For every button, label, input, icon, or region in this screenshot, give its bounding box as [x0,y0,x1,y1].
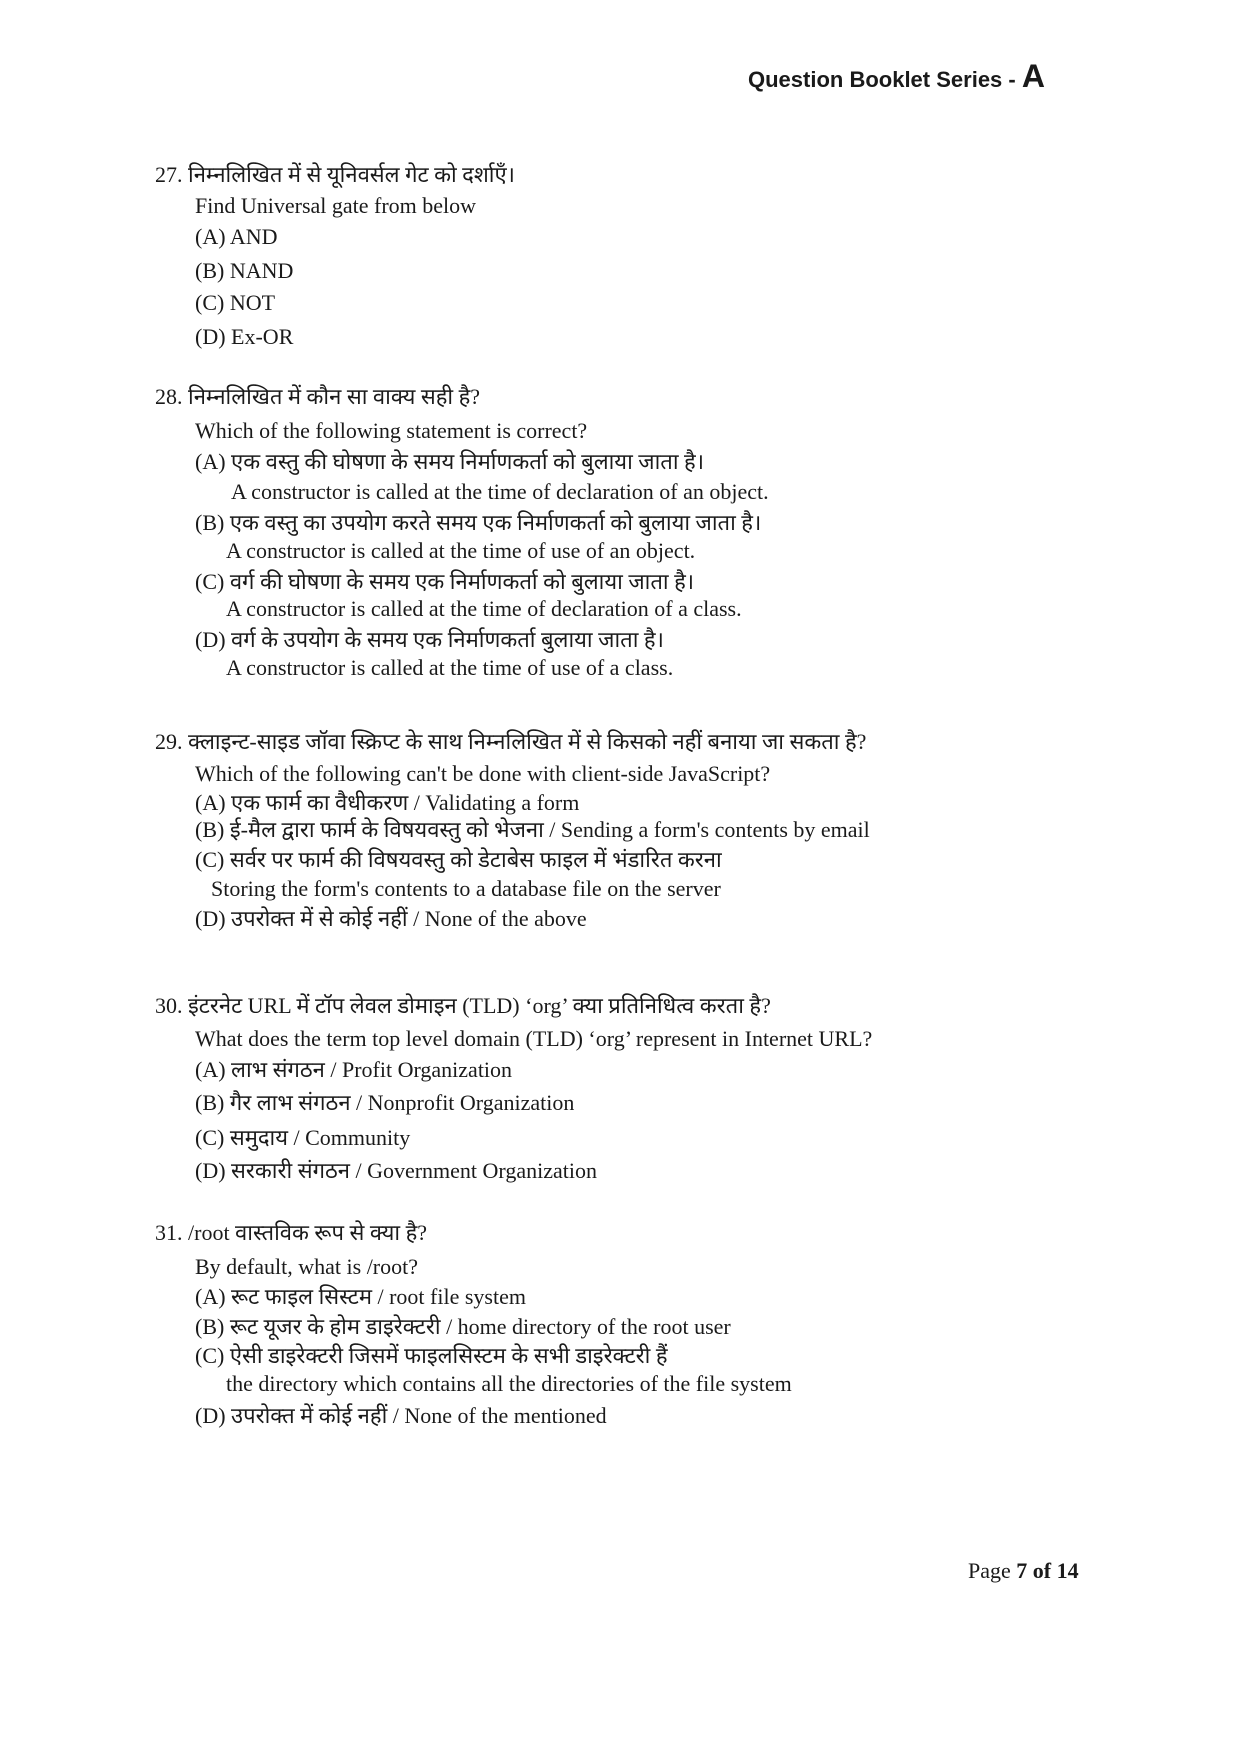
option-c-english: Storing the form's contents to a database file on the server [211,876,721,901]
question-number: 27. [155,162,183,187]
option-b: (B) गैर लाभ संगठन / Nonprofit Organization [195,1090,575,1115]
option-c-hindi: (C) सर्वर पर फार्म की विषयवस्तु को डेटाबेस फाइल में भंडारित करना [195,847,722,872]
option-c: (C) समुदाय / Community [195,1125,411,1150]
option-a-english: A constructor is called at the time of declaration of an object. [231,479,769,504]
option-d-hindi: (D) वर्ग के उपयोग के समय एक निर्माणकर्ता बुलाया जाता है। [195,627,664,652]
question-hindi [155,1218,427,1248]
option-c-english: the directory which contains all the directories of the file system [226,1371,792,1396]
option-c: (C) NOT [195,290,276,315]
page-of: of [1032,1558,1052,1583]
question-number: 28. [155,384,183,409]
question-english: By default, what is /root? [195,1254,419,1279]
header-label: Question Booklet Series - [748,67,1016,92]
question-number: 31. [155,1220,183,1245]
option-b-hindi: (B) एक वस्तु का उपयोग करते समय एक निर्माणकर्ता को बुलाया जाता है। [195,510,762,535]
page-label: Page [968,1558,1011,1583]
option-d-english: A constructor is called at the time of use of a class. [226,655,674,680]
question-hindi-text: /root वास्तविक रूप से क्या है? [188,1220,428,1245]
total-pages: 14 [1056,1558,1079,1583]
question-hindi [155,382,480,412]
option-a-hindi: (A) एक वस्तु की घोषणा के समय निर्माणकर्ता को बुलाया जाता है। [195,449,705,474]
question-english: What does the term top level domain (TLD) ‘org’ represent in Internet URL? [195,1026,873,1051]
option-c-english: A constructor is called at the time of declaration of a class. [226,596,742,621]
question-hindi [155,991,771,1021]
series-letter: A [1021,58,1045,94]
option-b: (B) रूट यूजर के होम डाइरेक्टरी / home directory of the root user [195,1314,731,1339]
current-page: 7 [1016,1558,1028,1583]
question-hindi [155,160,515,190]
option-d: (D) उपरोक्त में से कोई नहीं / None of the above [195,906,587,931]
question-number: 29. [155,729,183,754]
option-c-hindi: (C) वर्ग की घोषणा के समय एक निर्माणकर्ता को बुलाया जाता है। [195,569,695,594]
option-d: (D) उपरोक्त में कोई नहीं / None of the mentioned [195,1403,607,1428]
option-a: (A) एक फार्म का वैधीकरण / Validating a form [195,790,580,815]
option-d: (D) सरकारी संगठन / Government Organization [195,1158,597,1183]
option-a: (A) AND [195,224,278,249]
question-hindi [155,727,866,757]
option-a: (A) रूट फाइल सिस्टम / root file system [195,1284,526,1309]
question-number: 30. [155,993,183,1018]
option-b: (B) ई-मैल द्वारा फार्म के विषयवस्तु को भेजना / Sending a form's contents by email [195,817,870,842]
question-hindi-text: क्लाइन्ट-साइड जॉवा स्क्रिप्ट के साथ निम्नलिखित में से किसको नहीं बनाया जा सकता है? [188,729,867,754]
question-hindi-text: निम्नलिखित में कौन सा वाक्य सही है? [188,384,481,409]
question-english: Find Universal gate from below [195,193,477,218]
option-b-english: A constructor is called at the time of use of an object. [226,538,696,563]
booklet-series-header [748,58,1045,98]
page-number [968,1556,1079,1586]
option-c-hindi: (C) ऐसी डाइरेक्टरी जिसमें फाइलसिस्टम के सभी डाइरेक्टरी हैं [195,1343,668,1368]
option-a: (A) लाभ संगठन / Profit Organization [195,1057,513,1082]
option-b: (B) NAND [195,258,294,283]
option-d: (D) Ex-OR [195,324,294,349]
question-hindi-text: इंटरनेट URL में टॉप लेवल डोमाइन (TLD) ‘org’ क्या प्रतिनिधित्व करता है? [188,993,771,1018]
question-hindi-text: निम्नलिखित में से यूनिवर्सल गेट को दर्शाएँ। [188,162,516,187]
question-english: Which of the following can't be done with client-side JavaScript? [195,761,771,786]
question-english: Which of the following statement is correct? [195,418,588,443]
